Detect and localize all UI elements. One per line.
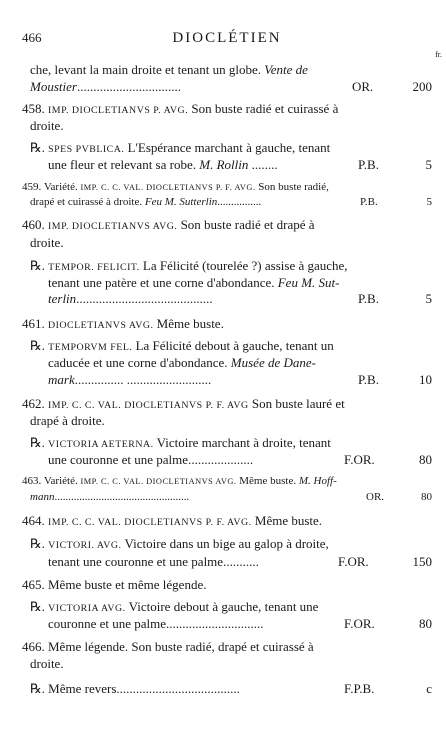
metal-grade: P.B. [358,372,379,387]
leader-dots: ........... [223,554,259,569]
provenance: Feu M. Sut- [277,275,340,290]
reverse-line [30,141,330,155]
entry-line [30,492,189,503]
metal-grade: P.B. [360,196,378,208]
price: 80 [419,452,432,467]
provenance: mann [30,491,55,503]
metal-grade: OR. [366,491,385,503]
variant-label: Variété. [43,181,78,193]
obverse-description: Même buste. [254,513,323,528]
metal-grade: P.B. [358,157,379,172]
obverse-description: drapé à droite. [30,413,105,428]
entry-line [22,640,314,653]
provenance: Musée de Dane- [230,355,316,370]
price: 80 [421,491,432,503]
reverse-mark: ℞. [30,599,45,614]
reverse-line [48,356,316,369]
leader-dots: ................ [217,196,262,208]
obverse-description: Son buste radié et drapé à [180,217,315,232]
reverse-line [30,339,334,353]
variant-label: Variété. [43,475,78,487]
metal-grade: F.P.B. [344,681,375,696]
entry-number: 465. [22,577,45,592]
reverse-legend: VICTORIA AVG. [48,603,126,614]
obverse-description: Même buste. [156,316,224,331]
obverse-description: Même buste. [239,475,297,487]
reverse-line [48,276,339,289]
obverse-legend: IMP. C. C. VAL. DIOCLETIANVS P. F. AVG. [48,517,252,528]
obverse-description: droite. [30,235,64,250]
reverse-line [30,537,329,551]
reverse-line [48,292,213,305]
reverse-mark: ℞. [30,536,45,551]
entry-line [22,317,224,331]
metal-grade: OR. [352,79,374,94]
line-text: che, levant la main droite et tenant un globe. [30,62,262,77]
price: 10 [419,372,432,387]
price: 5 [425,157,432,172]
obverse-legend: IMP. C. C. VAL. DIOCLETIANVS P. F. AVG [48,400,249,411]
reverse-line [48,453,253,466]
obverse-description: Son buste lauré et [251,396,345,411]
reverse-description: Victoire marchant à droite, tenant [156,435,331,450]
obverse-legend: IMP. DIOCLETIANVS AVG. [48,221,178,232]
reverse-mark: ℞. [30,258,45,273]
reverse-description: La Félicité debout à gauche, tenant un [135,338,334,353]
obverse-legend: DIOCLETIANVS AVG. [48,320,154,331]
leader-dots: ................................................. [54,491,190,503]
entry-number: 466. [22,639,45,654]
reverse-mark: ℞. [30,338,45,353]
reverse-legend: VICTORI. AVG. [48,540,122,551]
obverse-description: Son buste radié, [258,181,329,193]
obverse-description: droite. [30,656,64,671]
entry-line [22,102,338,116]
price: 200 [412,79,432,94]
reverse-line [30,259,348,273]
reverse-legend: TEMPOR. FELICIT. [48,262,140,273]
obverse-legend: IMP. DIOCLETIANVS P. AVG. [48,105,189,116]
reverse-description: tenant une couronne et une palme [48,554,224,569]
running-title: DIOCLÉTIEN [172,30,282,46]
reverse-line [48,617,264,630]
reverse-description: une fleur et relevant sa robe. [48,157,196,172]
reverse-line [48,158,278,171]
price: 80 [419,616,432,631]
metal-grade: F.OR. [338,554,369,569]
reverse-legend: TEMPORVM FEL. [48,342,133,353]
leader-dots: .................... [188,452,254,467]
metal-grade: P.B. [358,291,379,306]
provenance: Feu M. Sutterlin [144,196,218,208]
provenance: mark [48,372,75,387]
entry-number: 463. [22,475,42,487]
price: 5 [426,196,432,208]
sale-source: Vente de [264,62,308,77]
reverse-legend: VICTORIA AETERNA. [48,439,154,450]
reverse-mark: ℞. [30,435,45,450]
currency-unit: fr. [435,50,442,59]
reverse-description: Victoire debout à gauche, tenant une [128,599,319,614]
entry-number: 464. [22,513,45,528]
page-number: 466 [22,30,42,45]
entry-line [22,218,315,232]
entry-number: 460. [22,217,45,232]
provenance: M. Rollin [199,157,249,172]
obverse-description: Même légende. Son buste radié, drapé et cuirassé à [48,639,314,654]
entry-number: 458. [22,101,45,116]
reverse-line [30,436,331,450]
reverse-description: L'Espérance marchant à gauche, tenant [127,140,331,155]
metal-grade: F.OR. [344,616,375,631]
entry-line [22,182,329,193]
leader-dots: .............................. [166,616,264,631]
entry-line [22,514,322,528]
reverse-line [48,373,211,386]
leader-dots: ................................ [76,79,181,94]
reverse-description: couronne et une palme [48,616,167,631]
price: 5 [425,291,432,306]
reverse-line [30,600,318,614]
leader-dots: ...................................... [116,681,240,696]
leader-dots: .......................................... [76,291,213,306]
entry-number: 462. [22,396,45,411]
entry-line [30,80,181,93]
provenance: M. Hoff- [298,475,337,487]
obverse-description: Même buste et même légende. [48,577,207,592]
obverse-legend: IMP. C. C. VAL. DIOCLETIANVS P. F. AVG. [80,183,256,192]
price: 150 [412,554,432,569]
price: c [426,681,432,696]
reverse-description: une couronne et une palme [48,452,189,467]
reverse-description: Victoire dans un bige au galop à droite, [124,536,329,551]
entry-line [22,578,206,591]
entry-line [22,476,337,487]
sale-source: Moustier [30,79,77,94]
entry-line [22,397,345,411]
reverse-description: tenant une patère et une corne d'abondance. [48,275,275,290]
entry-number: 461. [22,316,45,331]
reverse-mark: ℞. [30,140,45,155]
reverse-mark: ℞. [30,681,45,696]
reverse-description: Même revers [48,681,117,696]
reverse-line [48,555,259,568]
obverse-description: drapé et cuirassé à droite. [30,196,143,208]
entry-line [30,63,308,76]
reverse-line [30,682,240,695]
leader-dots: ........ [251,157,278,172]
reverse-description: caducée et une corne d'abondance. [48,355,228,370]
entry-number: 459. [22,181,42,193]
metal-grade: F.OR. [344,452,375,467]
reverse-legend: SPES PVBLICA. [48,144,125,155]
reverse-description: La Félicité (tourelée ?) assise à gauche, [142,258,348,273]
leader-dots: ............... .......................... [74,372,212,387]
page-header [22,30,432,48]
entry-line [30,197,261,208]
obverse-description: droite. [30,118,64,133]
obverse-legend: IMP. C. C. VAL. DIOCLETIANVS AVG. [80,477,237,486]
obverse-description: Son buste radié et cuirassé à [191,101,339,116]
provenance: terlin [48,291,77,306]
